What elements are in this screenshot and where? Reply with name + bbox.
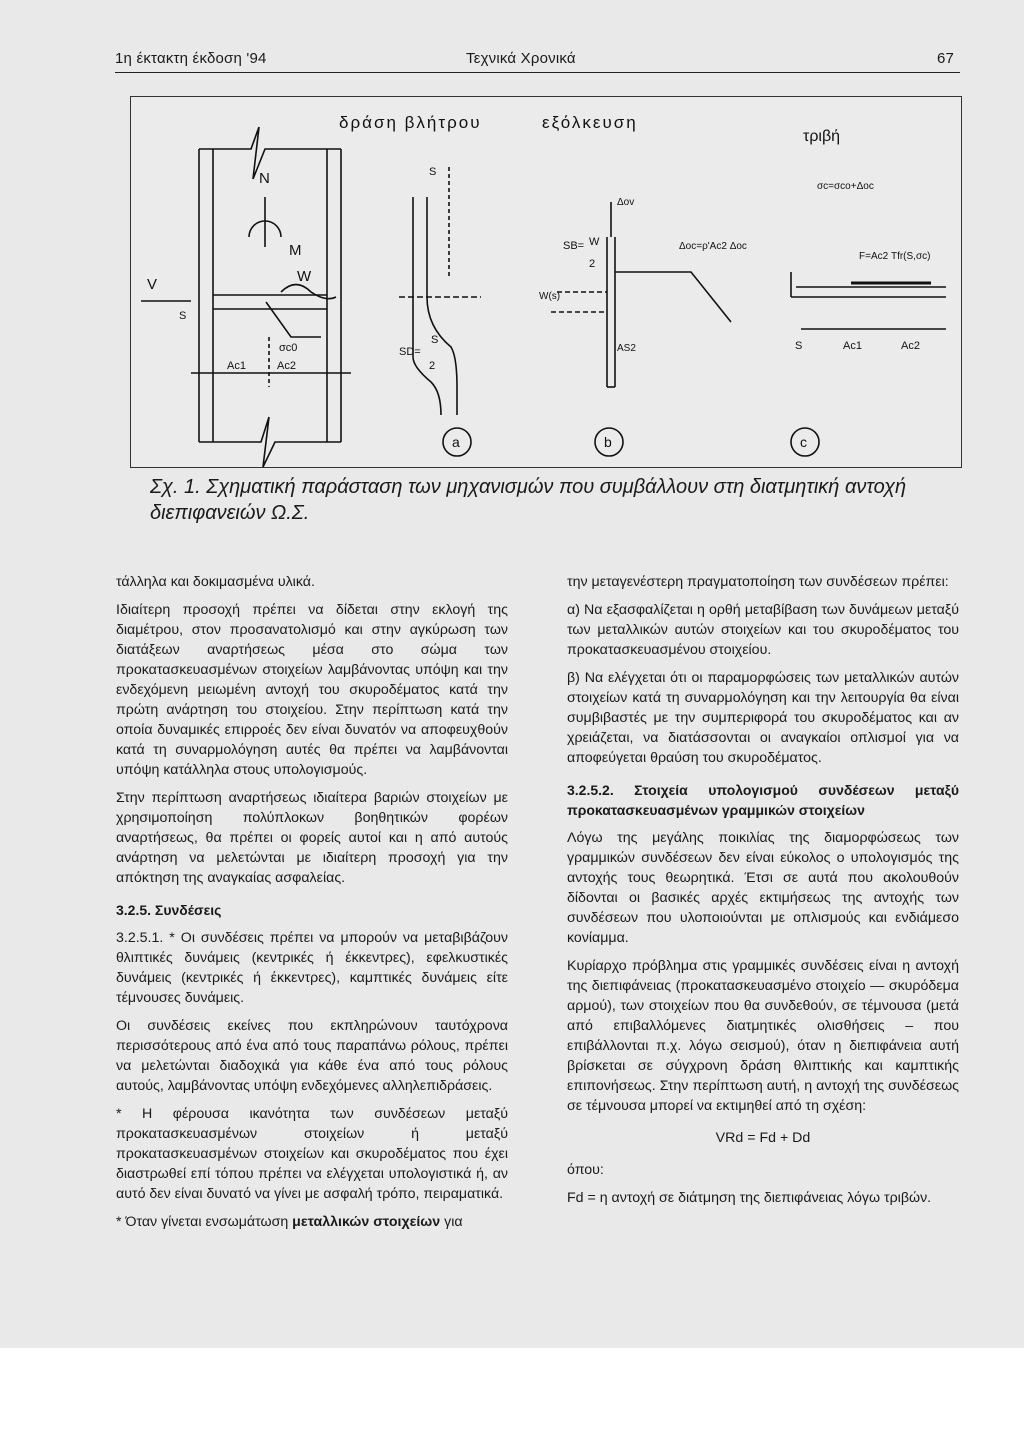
label-sigma-c0: σc0 [279, 342, 298, 354]
paragraph: την μεταγενέστερη πραγματοποίηση των συνδέσεων πρέπει: [567, 574, 949, 590]
paragraph: β) Να ελέγχεται ότι οι παραμορφώσεις των μεταλλικών αυτών στοιχείων κατά τη συναρμολόγηση και την λειτουργία θα είναι συμβιβαστές με την συμπεριφορά του σκυροδέματος και αν χρειάζεται, να διατάσσονται οι αναγκαίοι οπλισμοί για να αποφεύγεται θραύση του σκυροδέματος. [567, 670, 959, 766]
panel-a-label: a [452, 434, 460, 450]
label-as2: AS2 [617, 343, 636, 354]
figure-diagram [131, 97, 961, 467]
text-run: * Όταν γίνεται ενσωμάτωση [116, 1214, 293, 1230]
bold-run: μεταλλικών στοιχείων [292, 1214, 441, 1230]
section-heading: 3.2.5. Συνδέσεις [116, 902, 222, 918]
paragraph [116, 1212, 508, 1232]
right-column [567, 572, 959, 1216]
page-number: 67 [937, 50, 955, 67]
label-s-top: S [429, 166, 437, 178]
header-rule [115, 72, 960, 73]
left-column [116, 572, 508, 1240]
paragraph: Fd = η αντοχή σε διάτμηση της διεπιφάνειας λόγω τριβών. [567, 1190, 932, 1206]
paragraph: Στην περίπτωση αναρτήσεως ιδιαίτερα βαριών στοιχείων με χρησιμοποίηση πολύπλοκων βοηθητικών φορέων αναρτήσεως, θα πρέπει οι φορείς αυτοί και η από αυτούς ανάρτηση να μελετώνται με ιδιαίτερη προσοχή για την απόκτηση της αναγκαίας ασφαλείας. [116, 790, 508, 886]
label-ac1-left: Ac1 [227, 360, 246, 372]
paragraph: τάλληλα και δοκιμασμένα υλικά. [116, 574, 315, 590]
label-sb-den: 2 [589, 258, 596, 270]
label-s-c: S [795, 340, 803, 352]
pressure-line [615, 272, 731, 322]
label-w: W [297, 268, 312, 285]
label-m: M [289, 242, 302, 259]
label-ac2-left: Ac2 [277, 360, 296, 372]
header-edition: 1η έκτακτη έκδοση '94 [115, 50, 267, 67]
label-sb-num: W [589, 236, 600, 248]
header-journal: Τεχνικά Χρονικά [466, 50, 576, 67]
label-force-formula: F=Ac2 Τfr(S,σc) [859, 251, 931, 262]
paragraph: Λόγω της μεγάλης ποικιλίας της διαμορφώσεως των γραμμικών συνδέσεων δεν είναι εύκολος ο υπολογισμός της αντοχής τους θεωρητικά. Έτσι σε αυτά που ακολουθούν δίδονται οι βασικές αρχές εκτιμήσεως της αντοχής των συνδέσεων που υλοποιούνται με οπλισμούς και ενδιάμεσο κονίαμμα. [567, 830, 959, 946]
section-heading: 3.2.5.2. Στοιχεία υπολογισμού συνδέσεων μεταξύ προκατασκευασμένων γραμμικών στοιχείων [567, 782, 959, 818]
fig-title-pullout: εξόλκευση [542, 113, 638, 132]
break-line-top [199, 127, 341, 179]
figure-1 [130, 96, 962, 468]
panel-c-label: c [800, 434, 807, 450]
label-s-mid: S [431, 334, 439, 346]
fig-title-friction: τριβή [803, 128, 841, 145]
label-w-s: W(s) [539, 291, 561, 302]
label-ac1-c: Ac1 [843, 340, 862, 352]
label-sd: SD= [399, 346, 421, 358]
label-sd-den: 2 [429, 360, 436, 372]
label-sigma-formula: σc=σco+Δoc [817, 181, 874, 192]
label-ac2-c: Ac2 [901, 340, 920, 352]
label-delta-formula: Δoc=ρ'Ac2 Δoc [679, 241, 747, 252]
paragraph: Ιδιαίτερη προσοχή πρέπει να δίδεται στην εκλογή της διαμέτρου, στον προσανατολισμό και στην αγκύρωση των διατάξεων αναρτήσεως μέσα στο σώμα των προκατασκευασμένων στοιχείων λαμβάνοντας υπόψη και την ενδεχόμενη μειωμένη αντοχή του σκυροδέματος κατά την πρώτη ανάρτηση του στοιχείου. Στην περίπτωση κατά την οποία δυναμικές επιρροές δεν είναι δυνατόν να αποφευχθούν κατά τη συναρμολόγηση αυτές θα πρέπει να λαμβάνονται υπόψη κατάλληλα στους υπολογισμούς. [116, 602, 508, 778]
figure-caption: Σχ. 1. Σχηματική παράσταση των μηχανισμών που συμβάλλουν στη διατμητική αντοχή διεπιφανειών Ω.Σ. [150, 476, 907, 524]
text-run: για [440, 1214, 463, 1230]
label-s-left: S [179, 310, 187, 322]
break-line-bottom [199, 417, 341, 467]
panel-b-label: b [604, 434, 612, 450]
paragraph: * Η φέρουσα ικανότητα των συνδέσεων μεταξύ προκατασκευασμένων στοιχείων ή μεταξύ προκατασκευασμένων στοιχείων και σκυροδέματος που έχει διαστρωθεί επί τόπου πρέπει να ελέγχεται υπολογιστικά ή, αν αυτό δεν είναι δυνατό να γίνει με ασφαλή τρόπο, πειραματικά. [116, 1106, 508, 1202]
label-delta-ov: Δov [617, 197, 635, 208]
paragraph: α) Να εξασφαλίζεται η ορθή μεταβίβαση των δυνάμεων μεταξύ των μεταλλικών αυτών στοιχείων και του σκυροδέματος του προκατασκευασμένου στοιχείου. [567, 602, 959, 658]
fig-title-action: δράση βλήτρου [339, 113, 482, 132]
paragraph: Κυρίαρχο πρόβλημα στις γραμμικές συνδέσεις είναι η αντοχή της διεπιφάνειας (προκατασκευασμένο στοιχείο — σκυρόδεμα αρμού), των στοιχείων που θα συνδεθούν, σε τέμνουσα (μετά από επιβαλλόμενες διατμητικές ολισθήσεις – που επιβάλλονται π.χ. λόγω σεισμού), όταν η διεπιφάνεια αυτή βρίσκεται σε σύγχρονη δράση θλιπτικής και καμπτικής επιπονήσεως. Στην περίπτωση αυτή, η αντοχή της συνδέσεως σε τέμνουσα μπορεί να εκτιμηθεί από τη σχέση: [567, 958, 959, 1114]
label-v: V [147, 276, 158, 293]
label-sb: SB= [563, 240, 585, 252]
page-bottom-margin [0, 1348, 1024, 1445]
paragraph: όπου: [567, 1162, 604, 1178]
dowel-bent [427, 297, 457, 415]
label-n: N [259, 170, 270, 187]
formula: VRd = Fd + Dd [715, 1130, 811, 1146]
paragraph: Οι συνδέσεις εκείνες που εκπληρώνουν ταυτόχρονα περισσότερους από ένα από τους παραπάνω ρόλους, πρέπει να μελετώνται διαδοχικά για κάθε ένα από τους ρόλους αυτούς, λαμβάνοντας υπόψη ενδεχόμενες αλληλεπιδράσεις. [116, 1018, 508, 1094]
paragraph: 3.2.5.1. * Οι συνδέσεις πρέπει να μπορούν να μεταβιβάζουν θλιπτικές δυνάμεις (κεντρικές ή έκκεντρες), εφελκυστικές δυνάμεις (κεντρικές ή έκκεντρες), καμπτικές δυνάμεις είτε τέμνουσες δυνάμεις. [116, 930, 508, 1006]
